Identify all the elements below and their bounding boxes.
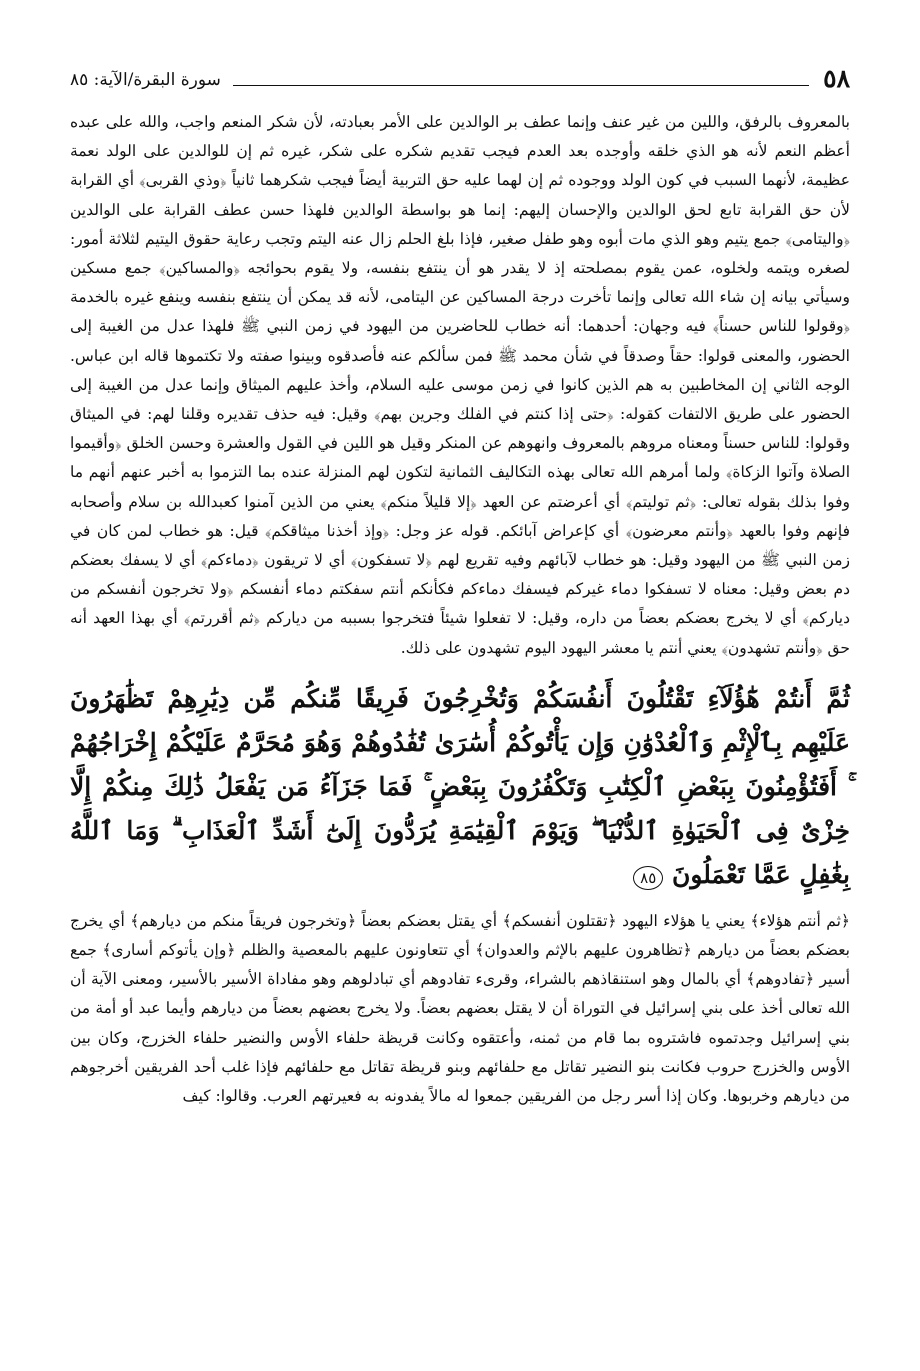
running-header [70,52,850,94]
verse-text: ثُمَّ أَنتُمْ هَٰٓؤُلَآءِ تَقْتُلُونَ أَنفُسَكُمْ وَتُخْرِجُونَ فَرِيقًا مِّنكُم مِّن دِيَٰرِهِمْ تَظَٰهَرُونَ عَلَيْهِم بِٱلْإِثْمِ وَٱلْعُدْوَٰنِ وَإِن يَأْتُوكُمْ أُسَٰرَىٰ تُفَٰدُوهُمْ وَهُوَ مُحَرَّمٌ عَلَيْكُمْ إِخْرَاجُهُمْ ۚ أَفَتُؤْمِنُونَ بِبَعْضِ ٱلْكِتَٰبِ وَتَكْفُرُونَ بِبَعْضٍ ۚ فَمَا جَزَآءُ مَن يَفْعَلُ ذَٰلِكَ مِنكُمْ إِلَّا خِزْىٌ فِى ٱلْحَيَوٰةِ ٱلدُّنْيَا ۖ وَيَوْمَ ٱلْقِيَٰمَةِ يُرَدُّونَ إِلَىٰٓ أَشَدِّ ٱلْعَذَابِ ۗ وَمَا ٱللَّهُ بِغَٰفِلٍ عَمَّا تَعْمَلُونَ [70,683,850,889]
page-number: ٥٨ [823,64,850,93]
commentary-top-text: بالمعروف بالرفق، واللين من غير عنف وإنما عطف بر الوالدين على الأمر بعبادته، لأن شكر المنعم واجب، والله على عبده أعظم النعم لأنه هو الذي خلقه وأوجده بعد العدم فيجب تقديم شكره على شكر، غيره ثم إن للوالدين على الولد نعمة عظيمة، لأنهما السبب في كون الولد ووجوده ثم إن لهما عليه حق التربية أيضاً فيجب شكرهما ثانياً ﴿وذي القربى﴾ أي القرابة لأن حق القرابة تابع لحق الوالدين والإحسان إليهم: إنما هو بواسطة الوالدين فلهذا حسن عطف القرابة على الوالدين ﴿واليتامى﴾ جمع يتيم وهو الذي مات أبوه وهو طفل صغير، فإذا بلغ الحلم زال عنه اليتم وتجب رعاية حقوق اليتيم لثلاثة أمور: لصغره ويتمه ولخلوه، عمن يقوم بمصلحته إذ لا يقدر هو أن ينتفع بنفسه، ولا يقوم بحوائجه ﴿والمساكين﴾ جمع مسكين وسيأتي بيانه إن شاء الله تعالى وإنما تأخرت درجة المساكين عن اليتامى، لأنه قد يمكن أن ينتفع بنفسه وينفع غيره بالخدمة ﴿وقولوا للناس حسناً﴾ فيه وجهان: أحدهما: أنه خطاب للحاضرين من اليهود في زمن النبي ﷺ فلهذا عدل من الغيبة إلى الحضور، والمعنى قولوا: حقاً وصدقاً في شأن محمد ﷺ فمن سألكم عنه فأصدقوه وبينوا صفته ولا تكتموها قاله ابن عباس. الوجه الثاني إن المخاطبين به هم الذين كانوا في زمن موسى عليه السلام، وأخذ عليهم الميثاق وإنما عدل من الغيبة إلى الحضور على طريق الالتفات كقوله: ﴿حتى إذا كنتم في الفلك وجرين بهم﴾ وقيل: فيه حذف تقديره وقلنا لهم: في الميثاق وقولوا: للناس حسناً ومعناه مروهم بالمعروف وانهوهم عن المنكر وقيل هو اللين في القول والعشرة وحسن الخلق ﴿وأقيموا الصلاة وآتوا الزكاة﴾ ولما أمرهم الله تعالى بهذه التكاليف الثمانية لتكون لهم المنزلة عنده بما التزموا به أخبر عنهم أنهم ما وفوا بذلك بقوله تعالى: ﴿ثم توليتم﴾ أي أعرضتم عن العهد ﴿إلا قليلاً منكم﴾ يعني من الذين آمنوا كعبدالله بن سلام وأصحابه فإنهم وفوا بالعهد ﴿وأنتم معرضون﴾ أي كإعراض آبائكم. قوله عز وجل: ﴿وإذ أخذنا ميثاقكم﴾ قيل: هو خطاب لمن كان في زمن النبي ﷺ من اليهود وقيل: هو خطاب لآبائهم وفيه تقريع لهم ﴿لا تسفكون﴾ أي لا تريقون ﴿دماءكم﴾ أي لا يسفك بعضكم دم بعض وقيل: معناه لا تسفكوا دماء غيركم فيسفك دماءكم فكأنكم أنتم سفكتم دماء أنفسكم ﴿ولا تخرجون أنفسكم من دياركم﴾ أي لا يخرج بعضكم بعضاً من داره، وقيل: لا تفعلوا شيئاً فتخرجوا بسببه من دياركم ﴿ثم أقررتم﴾ أي بهذا العهد أنه حق ﴿وأنتم تشهدون﴾ يعني أنتم يا معشر اليهود اليوم تشهدون على ذلك. [70,113,850,657]
commentary-top [70,108,850,663]
commentary-bottom [70,907,850,1111]
header-rule [233,85,809,86]
commentary-bottom-text: ﴿ثم أنتم هؤلاء﴾ يعني يا هؤلاء اليهود ﴿تقتلون أنفسكم﴾ أي يقتل بعضكم بعضاً ﴿وتخرجون فريقاً منكم من ديارهم﴾ أي يخرج بعضكم بعضاً من ديارهم ﴿تظاهرون عليهم بالإثم والعدوان﴾ أي تتعاونون عليهم بالمعصية والظلم ﴿وإن يأتوكم أسارى﴾ جمع أسير ﴿تفادوهم﴾ أي بالمال وهو استنقاذهم بالشراء، وقرىء تفادوهم أي تبادلوهم وهو مفاداة الأسير بالأسير، ومعنى الآية أن الله تعالى أخذ على بني إسرائيل في التوراة أن لا يقتل بعضهم بعضاً. ولا يخرج بعضهم بعضاً من ديارهم وأيما عبد أو أمة من بني إسرائيل وجدتموه فاشتروه بما قام من ثمنه، وأعتقوه وكانت قريظة حلفاء الأوس والنضير حلفاء الخزرج، وكان بين الأوس والخزرج حروب فكانت بنو النضير تقاتل مع حلفائهم وبنو قريظة تقاتل مع حلفائهم فإذا غلب أحد الفريقين أخرجوهم من ديارهم وخربوها. وكان إذا أسر رجل من الفريقين جمعوا له مالاً يفدونه به فعيرتهم العرب. وقالوا: كيف [70,911,850,1106]
quran-verse [70,677,850,897]
header-title: سورة البقرة/الآية: ٨٥ [70,70,221,90]
verse-number-marker: ٨٥ [633,866,663,890]
